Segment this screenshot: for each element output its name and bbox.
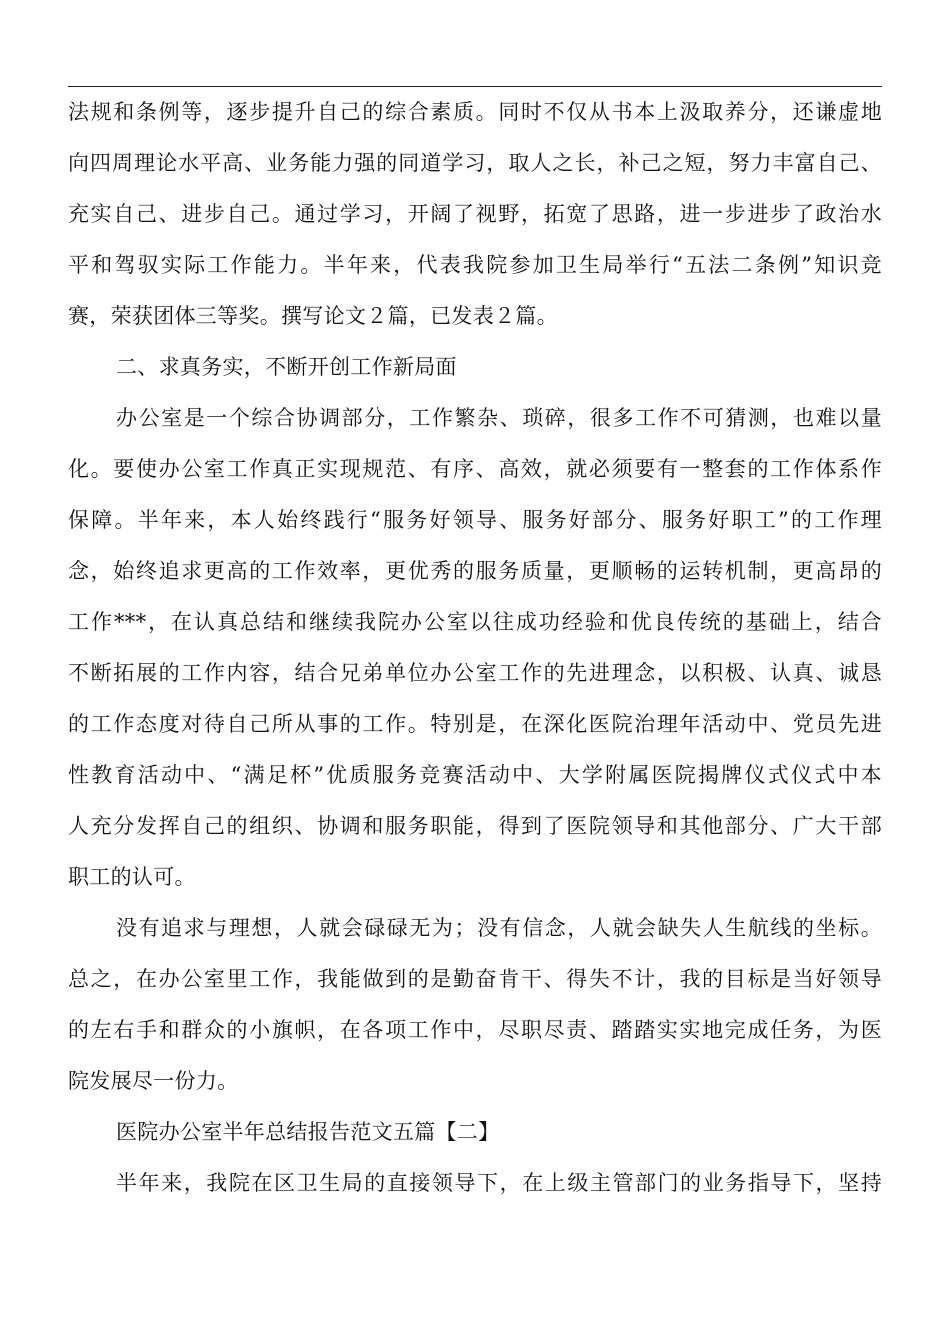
text-line: 职工的认可。 [68, 865, 196, 889]
text-line: 保障。半年来，本人始终践行“服务好领导、服务好部分、服务好职工”的工作理 [68, 508, 882, 532]
text-line: 半年来，我院在区卫生局的直接领导下，在上级主管部门的业务指导下，坚持 [116, 1171, 882, 1195]
text-line: 充实自己、进步自己。通过学习，开阔了视野，拓宽了思路，进一步进步了政治水 [68, 202, 882, 226]
header-rule [68, 86, 882, 87]
text-line: 性教育活动中、“满足杯”优质服务竞赛活动中、大学附属医院揭牌仪式仪式中本 [68, 763, 882, 787]
text-line: 院发展尽一份力。 [68, 1069, 239, 1093]
text-line: 的工作态度对待自己所从事的工作。特别是，在深化医院治理年活动中、党员先进 [68, 712, 882, 736]
article-title: 医院办公室半年总结报告范文五篇【二】 [116, 1120, 500, 1144]
text-line: 没有追求与理想，人就会碌碌无为；没有信念，人就会缺失人生航线的坐标。 [116, 916, 882, 940]
text-line: 工作***，在认真总结和继续我院办公室以往成功经验和优良传统的基础上，结合 [68, 610, 882, 634]
text-line: 不断拓展的工作内容，结合兄弟单位办公室工作的先进理念，以积极、认真、诚恳 [68, 661, 882, 685]
text-line: 的左右手和群众的小旗帜，在各项工作中，尽职尽责、踏踏实实地完成任务，为医 [68, 1018, 882, 1042]
text-line: 化。要使办公室工作真正实现规范、有序、高效，就必须要有一整套的工作体系作 [68, 457, 882, 481]
text-line: 人充分发挥自己的组织、协调和服务职能，得到了医院领导和其他部分、广大干部 [68, 814, 882, 838]
text-line: 办公室是一个综合协调部分，工作繁杂、琐碎，很多工作不可猜测，也难以量 [116, 406, 882, 430]
text-line: 向四周理论水平高、业务能力强的同道学习，取人之长，补己之短，努力丰富自己、 [68, 151, 882, 175]
text-line: 平和驾驭实际工作能力。半年来，代表我院参加卫生局举行“五法二条例”知识竞 [68, 253, 882, 277]
text-line: 念，始终追求更高的工作效率，更优秀的服务质量，更顺畅的运转机制，更高昂的 [68, 559, 882, 583]
section-heading: 二、求真务实，不断开创工作新局面 [116, 355, 457, 379]
text-line: 法规和条例等，逐步提升自己的综合素质。同时不仅从书本上汲取养分，还谦虚地 [68, 100, 882, 124]
text-line: 总之，在办公室里工作，我能做到的是勤奋肯干、得失不计，我的目标是当好领导 [68, 967, 882, 991]
text-line: 赛，荣获团体三等奖。撰写论文２篇，已发表２篇。 [68, 304, 558, 328]
